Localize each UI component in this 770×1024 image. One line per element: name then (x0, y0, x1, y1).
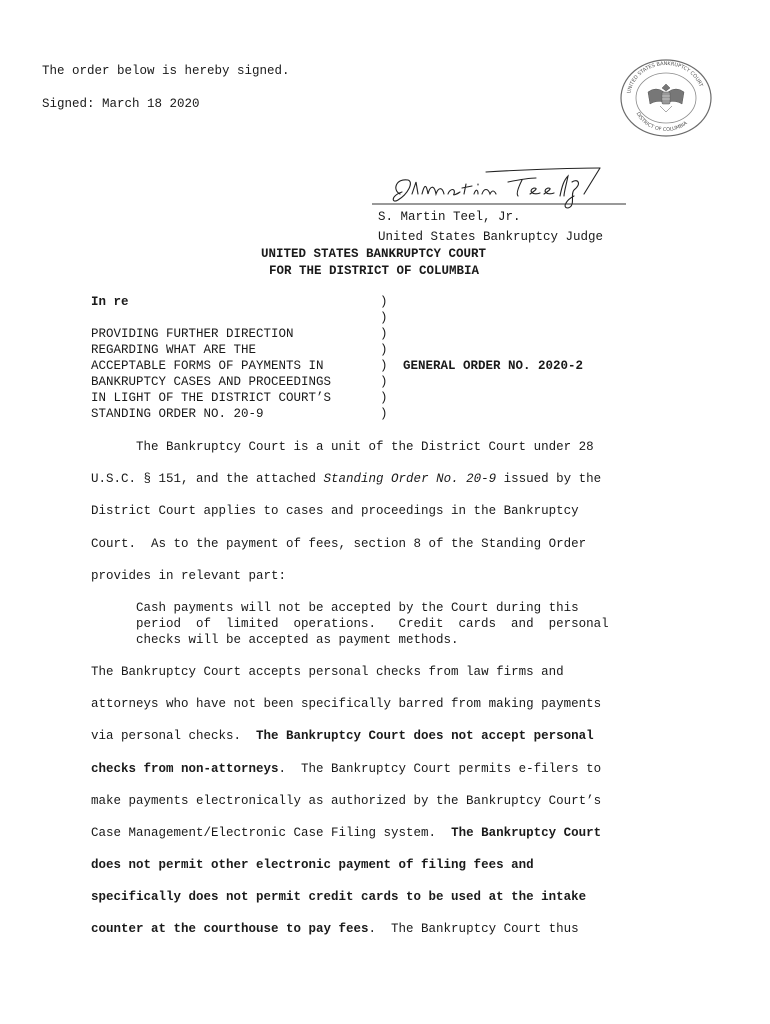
quote-line: period of limited operations. Credit cards and personal (136, 617, 609, 631)
body-line: District Court applies to cases and proceedings in the Bankruptcy (91, 504, 579, 518)
body-line: Case Management/Electronic Case Filing system. The Bankruptcy Court (91, 826, 602, 840)
body-line: make payments electronically as authorized by the Bankruptcy Court’s (91, 794, 602, 808)
matter-line: BANKRUPTCY CASES AND PROCEEDINGS (91, 375, 332, 389)
court-name: UNITED STATES BANKRUPTCY COURT (261, 247, 487, 261)
paren: ) (380, 343, 388, 357)
svg-text:DISTRICT OF COLUMBIA (635, 111, 689, 133)
judge-name: S. Martin Teel, Jr. (378, 210, 521, 224)
body-line: specifically does not permit credit cards to be used at the intake (91, 890, 587, 904)
body-line: provides in relevant part: (91, 569, 287, 583)
quote-line: checks will be accepted as payment methods. (136, 633, 459, 647)
seal-bottom-text: DISTRICT OF COLUMBIA (634, 111, 689, 134)
body-line: counter at the courthouse to pay fees. The Bankruptcy Court thus (91, 922, 579, 936)
body-line: The Bankruptcy Court accepts personal checks from law firms and (91, 665, 564, 679)
matter-line: ACCEPTABLE FORMS OF PAYMENTS IN (91, 359, 324, 373)
in-re-label: In re (91, 295, 129, 309)
paren: ) (380, 295, 388, 309)
body-line: U.S.C. § 151, and the attached Standing Order No. 20-9 issued by the (91, 472, 602, 486)
paren: ) (380, 407, 388, 421)
court-seal (618, 58, 714, 138)
judge-title: United States Bankruptcy Judge (378, 230, 604, 244)
court-district: FOR THE DISTRICT OF COLUMBIA (269, 264, 480, 278)
paren: ) (380, 375, 388, 389)
signature-image (368, 160, 630, 212)
paren: ) (380, 327, 388, 341)
matter-line: PROVIDING FURTHER DIRECTION (91, 327, 294, 341)
body-line: Court. As to the payment of fees, section 8 of the Standing Order (91, 537, 587, 551)
body-line: The Bankruptcy Court is a unit of the District Court under 28 (136, 440, 594, 454)
body-line: does not permit other electronic payment of filing fees and (91, 858, 534, 872)
seal-top-text: UNITED STATES BANKRUPTCY COURT (626, 60, 704, 95)
body-line: checks from non-attorneys. The Bankruptcy Court permits e-filers to (91, 762, 602, 776)
quote-line: Cash payments will not be accepted by the Court during this (136, 601, 579, 615)
matter-line: STANDING ORDER NO. 20-9 (91, 407, 264, 421)
paren: ) (380, 359, 388, 373)
matter-line: IN LIGHT OF THE DISTRICT COURT’S (91, 391, 332, 405)
paren: ) (380, 311, 388, 325)
signed-notice: The order below is hereby signed. (42, 64, 290, 78)
eagle-icon (648, 84, 684, 112)
general-order-number: GENERAL ORDER NO. 2020-2 (403, 359, 584, 373)
paren: ) (380, 391, 388, 405)
body-line: attorneys who have not been specifically barred from making payments (91, 697, 602, 711)
matter-line: REGARDING WHAT ARE THE (91, 343, 257, 357)
body-line: via personal checks. The Bankruptcy Court does not accept personal (91, 729, 594, 743)
signed-date: Signed: March 18 2020 (42, 97, 200, 111)
standing-order-title: Standing Order No. 20-9 (323, 472, 497, 486)
